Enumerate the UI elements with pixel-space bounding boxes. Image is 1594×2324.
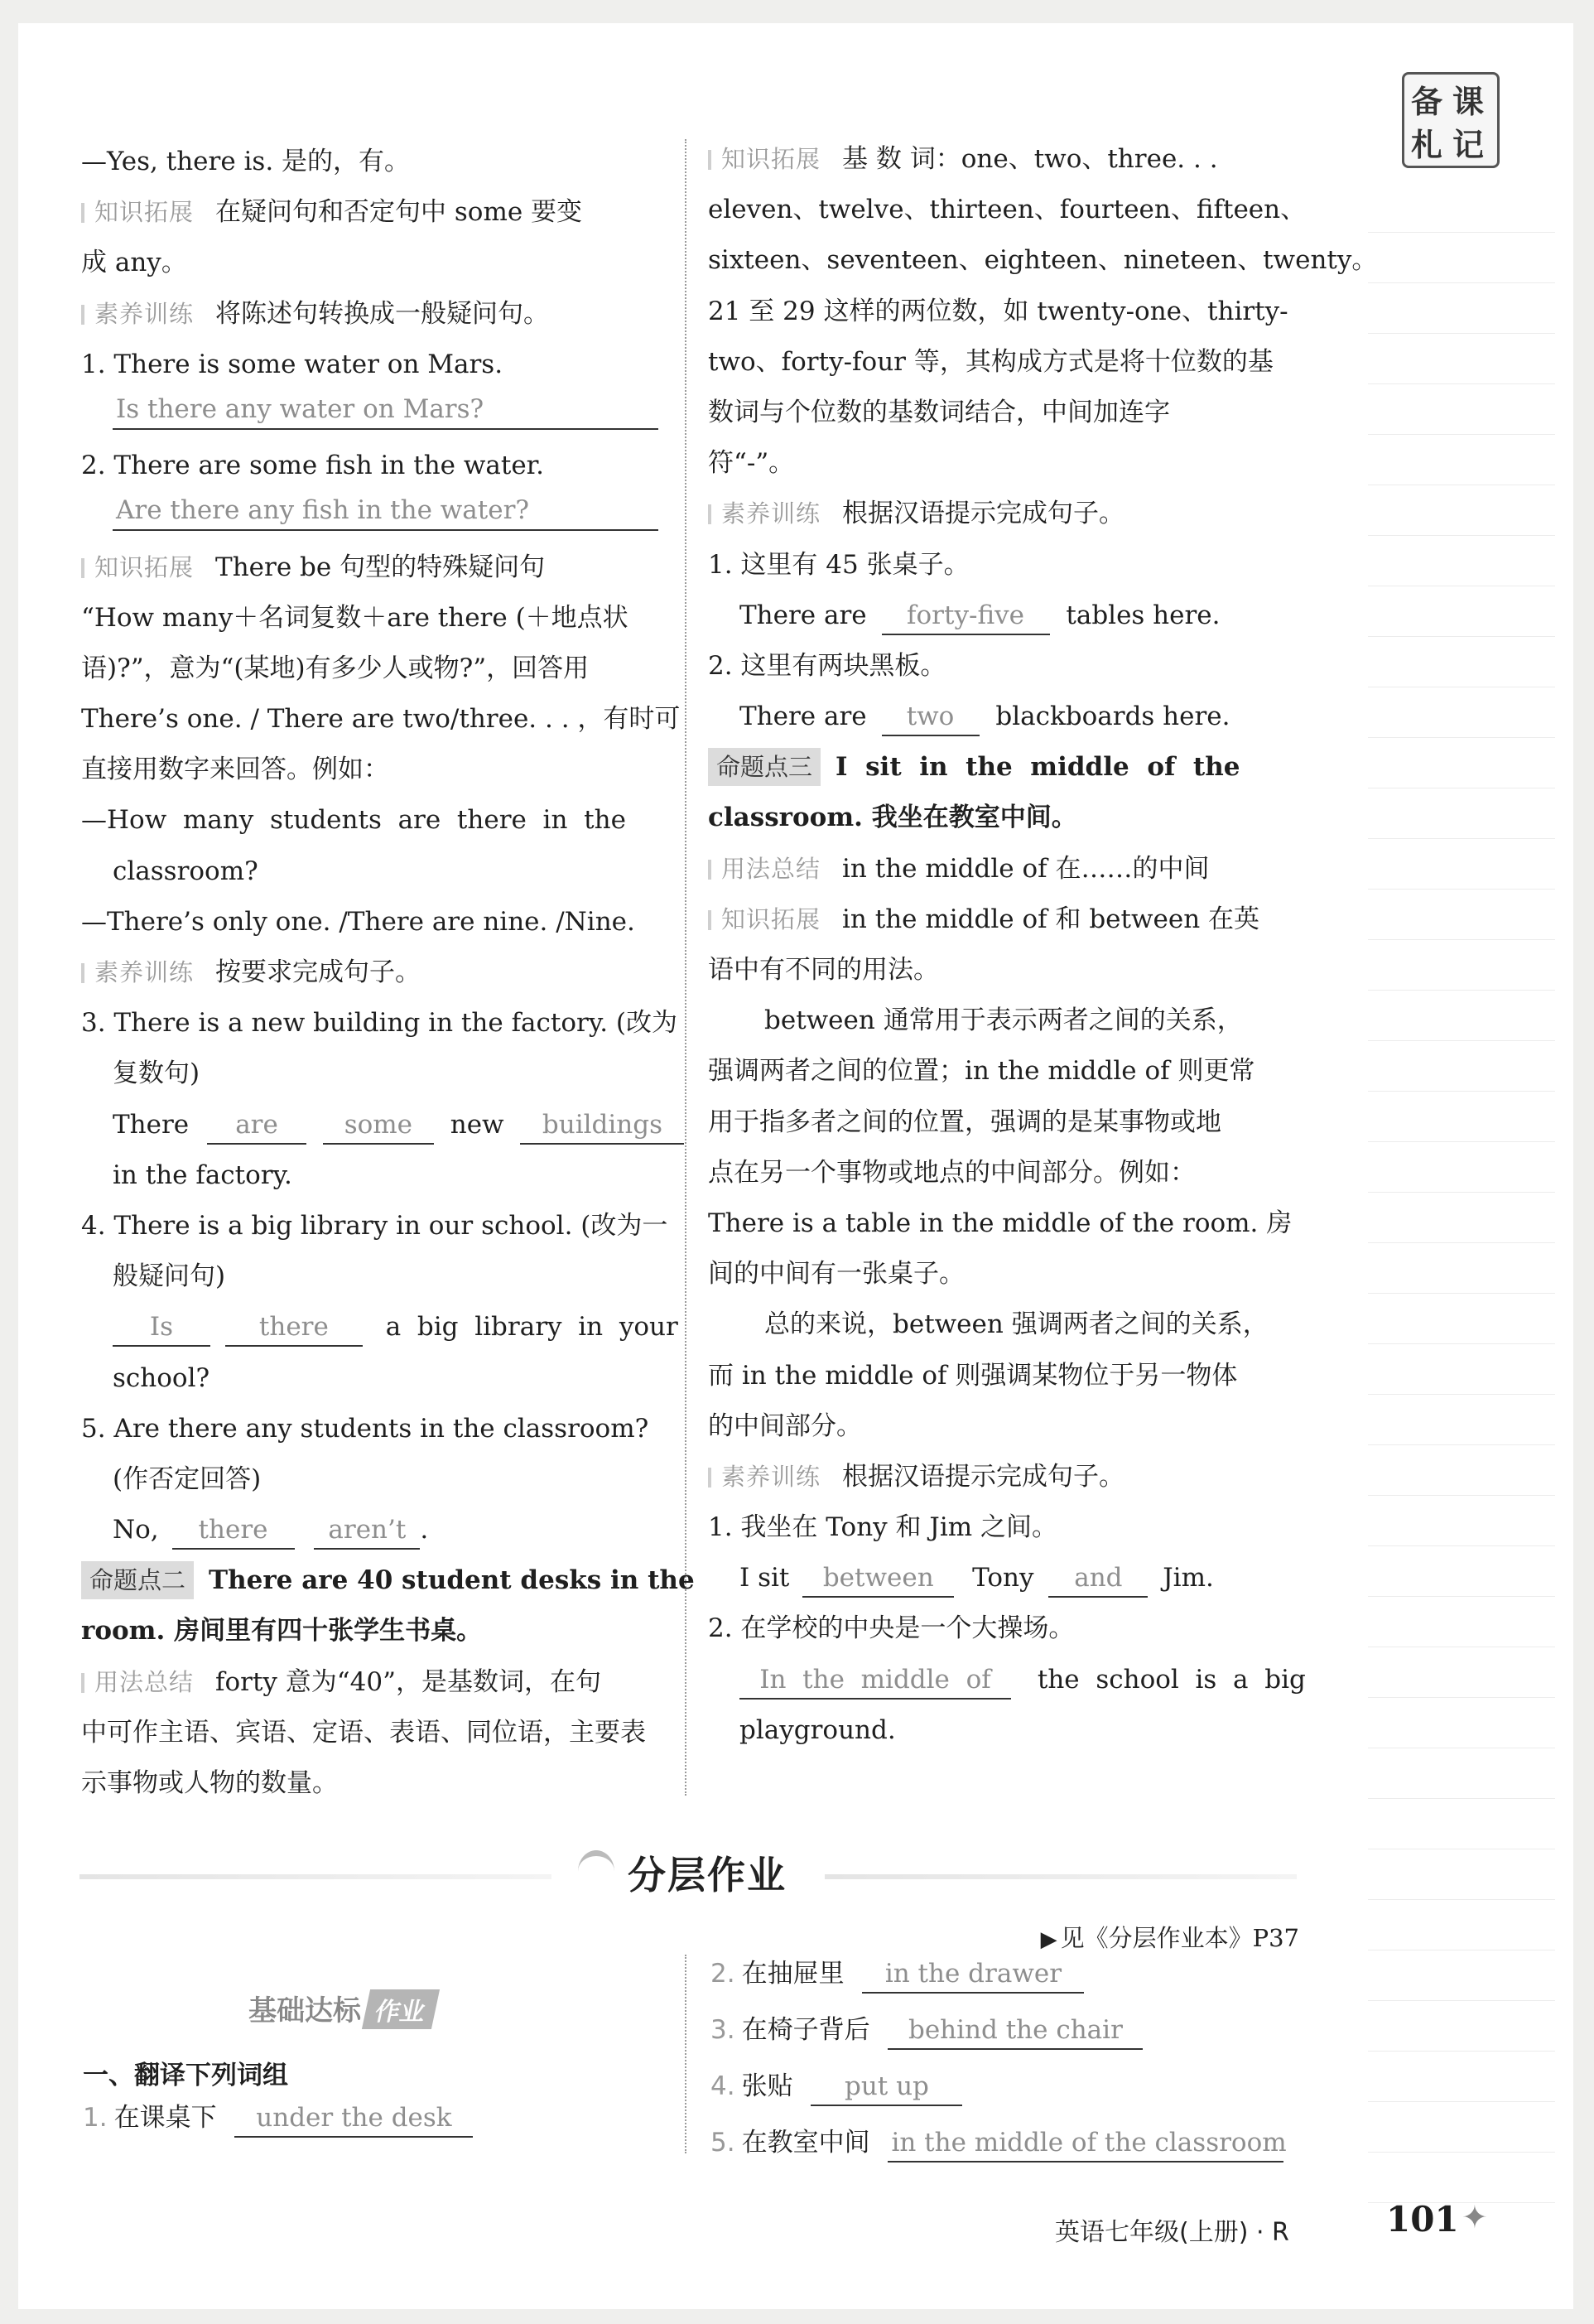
topic-label: 命题点三: [708, 748, 821, 786]
text-line: 中可作主语、宾语、定语、表语、同位语，主要表: [81, 1717, 646, 1748]
text-line: 语中有不同的用法。: [708, 955, 939, 985]
text-line: 数词与个位数的基数词结合，中间加连字: [708, 397, 1170, 427]
text: There be 句型的特殊疑问句: [215, 552, 546, 582]
question: (作否定回答): [113, 1463, 262, 1494]
answer-blank[interactable]: in the middle of the classroom: [888, 2124, 1283, 2162]
practice-label: 素养训练: [708, 1463, 821, 1491]
answer-blank[interactable]: are: [207, 1107, 306, 1145]
text: in the middle of 和 between 在英: [842, 904, 1260, 934]
text: new: [450, 1109, 504, 1140]
item-prompt: 在教室中间: [741, 2128, 870, 2158]
question: 1. There is some water on Mars.: [81, 349, 503, 379]
practice-label: 素养训练: [708, 499, 821, 528]
question: 复数句): [113, 1058, 200, 1089]
tip-label: 知识拓展: [708, 145, 821, 173]
level-tag: 作业: [362, 1989, 440, 2029]
section-title: 分层作业: [628, 1845, 787, 1900]
item-number: 3.: [710, 2015, 735, 2045]
answer-blank[interactable]: between: [802, 1560, 954, 1598]
text: Tony: [972, 1563, 1034, 1594]
answer-blank[interactable]: in the drawer: [862, 1955, 1084, 1994]
right-column: [708, 134, 1378, 1756]
text: 将陈述句转换成一般疑问句。: [215, 298, 550, 329]
question: 2. 这里有两块黑板。: [708, 650, 946, 681]
answer-blank[interactable]: some: [323, 1107, 434, 1145]
text-line: 强调两者之间的位置；in the middle of 则更常: [708, 1056, 1255, 1087]
text: There are: [739, 702, 867, 732]
homework-item: [83, 2090, 473, 2145]
text-line: 语)?”，意为“(某地)有多少人或物?”，回答用: [81, 653, 590, 683]
answer-blank[interactable]: In the middle of: [739, 1661, 1011, 1700]
book-title: 英语七年级(上册) · R: [1055, 2218, 1289, 2247]
text-line: 总的来说，between 强调两者之间的关系，: [764, 1309, 1269, 1340]
question: in the factory.: [113, 1160, 292, 1190]
text: .: [420, 1515, 429, 1545]
text-line: —Yes, there is. 是的，有。: [81, 147, 411, 176]
text-line: 成 any。: [81, 248, 187, 278]
topic-title: classroom. 我坐在教室中间。: [708, 803, 1077, 833]
notes-badge: [1402, 72, 1500, 168]
item-prompt: 在课桌下: [113, 2103, 217, 2133]
text-line: 而 in the middle of 则强调某物位于另一物体: [708, 1360, 1238, 1391]
text: No,: [113, 1515, 159, 1545]
text: forty 意为“40”，是基数词，在句: [215, 1666, 601, 1697]
level-banner: [248, 1988, 436, 2026]
question: 1. 我坐在 Tony 和 Jim 之间。: [708, 1512, 1057, 1543]
text: 根据汉语提示完成句子。: [842, 499, 1125, 529]
example-line: classroom?: [113, 856, 258, 886]
text: 按要求完成句子。: [215, 957, 421, 987]
question: 3. There is a new building in the factory. (改为: [81, 1008, 678, 1039]
text: 根据汉语提示完成句子。: [842, 1461, 1125, 1492]
answer-blank[interactable]: two: [882, 698, 980, 736]
text-line: 符“-”。: [708, 448, 795, 479]
answer-blank[interactable]: under the desk: [234, 2100, 473, 2138]
topic-label: 命题点二: [81, 1561, 194, 1599]
text-line: 直接用数字来回答。例如：: [81, 755, 389, 785]
example-line: —There’s only one. /There are nine. /Nine.: [81, 906, 635, 937]
text-line: eleven、twelve、thirteen、fourteen、fifteen、: [708, 195, 1307, 225]
page-number: 101: [1386, 2199, 1459, 2240]
text: There are: [739, 600, 867, 630]
badge-char: 记: [1452, 127, 1485, 163]
text-line: 21 至 29 这样的两位数，如 twenty-one、thirty-: [708, 296, 1288, 326]
answer-blank[interactable]: buildings: [520, 1107, 684, 1145]
tip-label: 知识拓展: [81, 553, 194, 581]
homework-item: [710, 1946, 1084, 2001]
item-number: 4.: [710, 2071, 735, 2101]
answer-blank[interactable]: Are there any fish in the water?: [113, 491, 658, 531]
answer-blank[interactable]: and: [1048, 1560, 1148, 1598]
answer-blank[interactable]: forty-five: [882, 597, 1050, 635]
item-number: 2.: [710, 1959, 735, 1989]
badge-char: 课: [1452, 84, 1485, 120]
item-prompt: 张贴: [741, 2071, 793, 2101]
homework-item: [710, 2115, 1287, 2170]
example-line: —How many students are there in the: [81, 805, 626, 836]
text: a big library in your: [385, 1312, 678, 1343]
homework-item: [710, 2003, 1143, 2057]
question: 2. 在学校的中央是一个大操场。: [708, 1613, 1075, 1644]
answer-blank[interactable]: behind the chair: [888, 2012, 1143, 2050]
answer-blank[interactable]: put up: [811, 2068, 962, 2106]
tip-label: 知识拓展: [81, 198, 194, 226]
question: 5. Are there any students in the classroom?: [81, 1413, 649, 1444]
text-line: There’s one. / There are two/three. . . ，有时可: [81, 704, 681, 735]
text-line: “How many＋名词复数＋are there (＋地点状: [81, 602, 628, 633]
badge-char: 备: [1411, 84, 1443, 120]
text-line: between 通常用于表示两者之间的关系，: [764, 1005, 1243, 1036]
exercise-heading: 一、翻译下列词组: [83, 2061, 288, 2090]
text-line: 间的中间有一张桌子。: [708, 1259, 965, 1290]
item-prompt: 在抽屉里: [741, 1959, 845, 1989]
text-line: 用于指多者之间的位置，强调的是某事物或地: [708, 1107, 1221, 1137]
practice-label: 素养训练: [81, 300, 194, 328]
text-line: There is a table in the middle of the room. 房: [708, 1208, 1293, 1238]
star-decoration-icon: ✦: [1462, 2199, 1488, 2235]
topic-title: I sit in the middle of the: [836, 752, 1240, 783]
usage-label: 用法总结: [81, 1668, 194, 1696]
workbook-reference: ▶ 见《分层作业本》P37: [1041, 1920, 1299, 1954]
text-line: 示事物或人物的数量。: [81, 1768, 338, 1798]
topic-title: There are 40 student desks in the: [209, 1565, 695, 1596]
text: 基 数 词：one、two、three. . .: [842, 144, 1218, 174]
text: I sit: [739, 1563, 790, 1594]
text: 在疑问句和否定句中 some 要变: [215, 197, 583, 228]
text-line: two、forty-four 等，其构成方式是将十位数的基: [708, 346, 1274, 377]
text-line: 点在另一个事物或地点的中间部分。例如：: [708, 1157, 1196, 1188]
answer-blank[interactable]: there: [225, 1309, 363, 1347]
item-prompt: 在椅子背后: [741, 2015, 870, 2045]
text: the school is a big: [1037, 1664, 1306, 1695]
item-number: 5.: [710, 2128, 735, 2158]
text: There: [113, 1109, 190, 1140]
text-line: sixteen、seventeen、eighteen、nineteen、twenty。: [708, 245, 1378, 276]
homework-item: [710, 2059, 962, 2114]
practice-label: 素养训练: [81, 958, 194, 986]
question: 2. There are some fish in the water.: [81, 451, 544, 481]
level-label: 基础达标: [248, 1994, 361, 2027]
question: 般疑问句): [113, 1261, 226, 1292]
left-column: [81, 137, 695, 1809]
column-divider: [685, 1955, 686, 2153]
topic-title: room. 房间里有四十张学生书桌。: [81, 1616, 483, 1647]
text: tables here.: [1066, 600, 1221, 630]
text: in the middle of 在……的中间: [842, 853, 1210, 884]
text-line: playground.: [739, 1714, 896, 1745]
badge-char: 札: [1411, 127, 1443, 163]
usage-label: 用法总结: [708, 855, 821, 883]
question: 4. There is a big library in our school. (改为一: [81, 1210, 668, 1241]
answer-blank[interactable]: aren’t: [314, 1512, 420, 1550]
answer-blank[interactable]: Is: [113, 1309, 210, 1347]
answer-blank[interactable]: there: [172, 1512, 295, 1550]
question: 1. 这里有 45 张桌子。: [708, 549, 970, 580]
text: blackboards here.: [995, 702, 1230, 732]
text-line: 的中间部分。: [708, 1410, 862, 1441]
answer-blank[interactable]: Is there any water on Mars?: [113, 390, 658, 430]
item-number: 1.: [83, 2103, 108, 2133]
column-divider: [685, 139, 686, 1796]
text: Jim.: [1163, 1563, 1214, 1594]
question: school?: [113, 1362, 210, 1393]
note-lines: [1368, 182, 1555, 2203]
tip-label: 知识拓展: [708, 905, 821, 933]
